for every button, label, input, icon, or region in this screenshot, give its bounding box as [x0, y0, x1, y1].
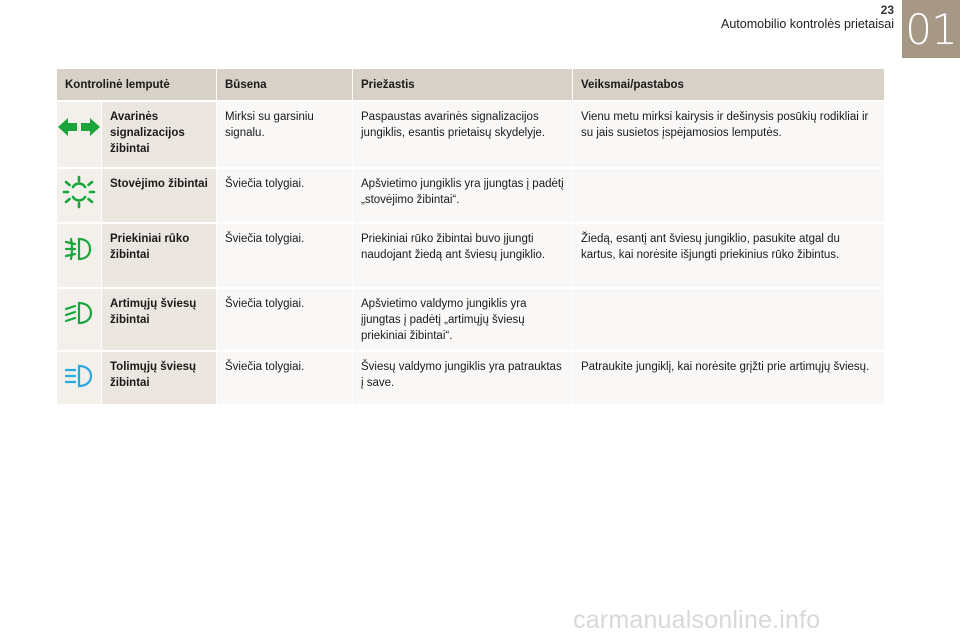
- lamp-icon-cell: [57, 350, 102, 404]
- table-row: [57, 100, 885, 167]
- lamp-action: Vienu metu mirksi kairysis ir dešinysis posūkių rodikliai ir su jais susietos įspėjamosios lemputės.: [573, 100, 885, 167]
- lamp-name: Stovėjimo žibintai: [102, 167, 217, 222]
- lamp-state: Šviečia tolygiai.: [217, 167, 353, 222]
- chapter-number: 01: [905, 4, 957, 54]
- watermark: carmanualsonline.info: [573, 606, 821, 634]
- lamp-cause: Šviesų valdymo jungiklis yra patrauktas į save.: [353, 350, 573, 404]
- warning-lamps-table: [57, 69, 885, 404]
- table-header-row: [57, 69, 885, 100]
- table-row: [57, 350, 885, 404]
- lamp-icon-cell: [57, 167, 102, 222]
- lamp-action: [573, 287, 885, 350]
- lamp-cause: Apšvietimo jungiklis yra įjungtas į padėtį „stovėjimo žibintai“.: [353, 167, 573, 222]
- lamp-state: Šviečia tolygiai.: [217, 350, 353, 404]
- lamp-action: Patraukite jungiklį, kai norėsite grįžti prie artimųjų šviesų.: [573, 350, 885, 404]
- lamp-state: Mirksi su garsiniu signalu.: [217, 100, 353, 167]
- lamp-cause: Priekiniai rūko žibintai buvo įjungti naudojant žiedą ant šviesų jungiklio.: [353, 222, 573, 287]
- hazard-arrows-icon: [58, 116, 100, 138]
- lamp-state: Šviečia tolygiai.: [217, 287, 353, 350]
- lamp-icon-cell: [57, 222, 102, 287]
- column-header: Veiksmai/pastabos: [573, 69, 885, 100]
- column-header: Priežastis: [353, 69, 573, 100]
- sidelights-icon: [62, 175, 96, 209]
- section-title: Automobilio kontrolės prietaisai: [720, 17, 894, 31]
- main-beam-icon: [64, 364, 94, 388]
- page-number: 23: [880, 3, 894, 17]
- table-row: [57, 167, 885, 222]
- dipped-beam-icon: [64, 301, 94, 325]
- chapter-tab: [902, 0, 960, 58]
- lamp-cause: Apšvietimo valdymo jungiklis yra įjungtas į padėtį „artimųjų šviesų priekiniai žibintai“.: [353, 287, 573, 350]
- column-header: Būsena: [217, 69, 353, 100]
- lamp-action: Žiedą, esantį ant šviesų jungiklio, pasukite atgal du kartus, kai norėsite išjungti priekinius rūko žibintus.: [573, 222, 885, 287]
- table-row: [57, 287, 885, 350]
- lamp-icon-cell: [57, 100, 102, 167]
- lamp-icon-cell: [57, 287, 102, 350]
- column-header: Kontrolinė lemputė: [57, 69, 217, 100]
- lamp-name: Priekiniai rūko žibintai: [102, 222, 217, 287]
- lamp-state: Šviečia tolygiai.: [217, 222, 353, 287]
- lamp-action: [573, 167, 885, 222]
- lamp-name: Artimųjų šviesų žibintai: [102, 287, 217, 350]
- front-fog-icon: [64, 236, 94, 262]
- lamp-name: Tolimųjų šviesų žibintai: [102, 350, 217, 404]
- lamp-cause: Paspaustas avarinės signalizacijos jungiklis, esantis prietaisų skydelyje.: [353, 100, 573, 167]
- lamp-name: Avarinės signalizacijos žibintai: [102, 100, 217, 167]
- table-row: [57, 222, 885, 287]
